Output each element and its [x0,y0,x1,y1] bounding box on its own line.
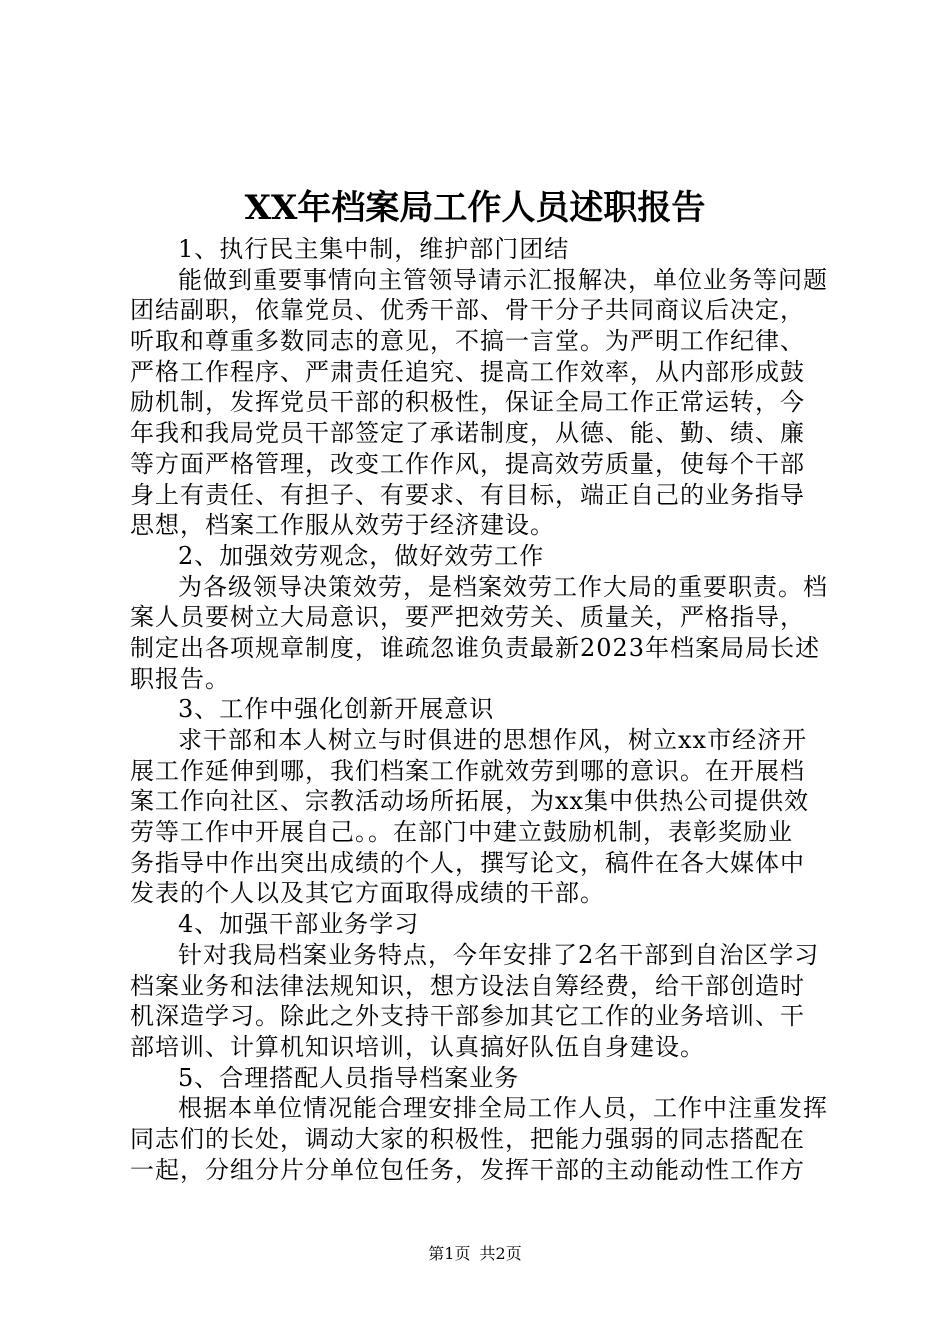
paragraph-line: 听取和尊重多数同志的意见，不搞一言堂。为严明工作纪律、 [130,327,805,356]
paragraph-line: 针对我局档案业务特点，今年安排了2名干部到自治区学习 [178,940,820,969]
paragraph-line: 等方面严格管理，改变工作作风，提高效劳质量，使每个干部 [130,449,805,478]
page-total: 共2页 [479,1244,522,1263]
paragraph-line: 能做到重要事情向主管领导请示汇报解决，单位业务等问题 [178,265,828,294]
paragraph-line: 严格工作程序、严肃责任追究、提高工作效率，从内部形成鼓 [130,357,805,386]
section-heading: 4、加强干部业务学习 [178,910,420,939]
document-title: XX年档案局工作人员述职报告 [244,188,706,228]
document-body [130,234,830,1185]
paragraph-line: 同志们的长处，调动大家的积极性，把能力强弱的同志搭配在 [130,1124,805,1153]
paragraph-line: 劳等工作中开展自己。。在部门中建立鼓励机制，表彰奖励业 [130,818,793,847]
paragraph-line: 一起，分组分片分单位包任务，发挥干部的主动能动性工作方 [130,1155,805,1184]
paragraph-line: 团结副职，依靠党员、优秀干部、骨干分子共同商议后决定， [130,296,805,325]
paragraph-line: 案人员要树立大局意识，要严把效劳关、质量关，严格指导， [130,603,805,632]
paragraph-line: 档案业务和法律法规知识，想方设法自筹经费，给干部创造时 [130,971,805,1000]
paragraph-line: 制定出各项规章制度，谁疏忽谁负责最新2023年档案局局长述 [130,633,821,662]
section-heading: 1、执行民主集中制，维护部门团结 [178,235,570,263]
paragraph-line: 部培训、计算机知识培训，认真搞好队伍自身建设。 [130,1032,705,1061]
paragraph-line: 机深造学习。除此之外支持干部参加其它工作的业务培训、干 [130,1002,805,1031]
section-heading: 3、工作中强化创新开展意识 [178,695,495,724]
paragraph-line: 案工作向社区、宗教活动场所拓展，为xx集中供热公司提供效 [130,787,810,816]
section-heading: 5、合理搭配人员指导档案业务 [178,1063,520,1092]
paragraph-line: 励机制，发挥党员干部的积极性，保证全局工作正常运转，今 [130,388,805,417]
section-heading: 2、加强效劳观念，做好效劳工作 [178,541,545,570]
paragraph-line: 思想，档案工作服从效劳于经济建设。 [130,511,555,540]
page-number: 第1页 [428,1244,471,1263]
paragraph-line: 身上有责任、有担子、有要求、有目标，端正自己的业务指导 [130,480,805,509]
paragraph-line: 发表的个人以及其它方面取得成绩的干部。 [130,879,605,908]
paragraph-line: 展工作延伸到哪，我们档案工作就效劳到哪的意识。在开展档 [130,756,805,785]
paragraph-line: 求干部和本人树立与时俱进的思想作风，树立xx市经济开 [178,726,808,754]
paragraph-line: 为各级领导决策效劳，是档案效劳工作大局的重要职责。档 [178,572,828,601]
paragraph-line: 根据本单位情况能合理安排全局工作人员，工作中注重发挥 [178,1094,828,1123]
page-footer [0,1243,950,1265]
paragraph-line: 职报告。 [130,664,230,693]
paragraph-line: 年我和我局党员干部签定了承诺制度，从德、能、勤、绩、廉 [130,419,805,448]
paragraph-line: 务指导中作出突出成绩的个人，撰写论文，稿件在各大媒体中 [130,848,805,877]
